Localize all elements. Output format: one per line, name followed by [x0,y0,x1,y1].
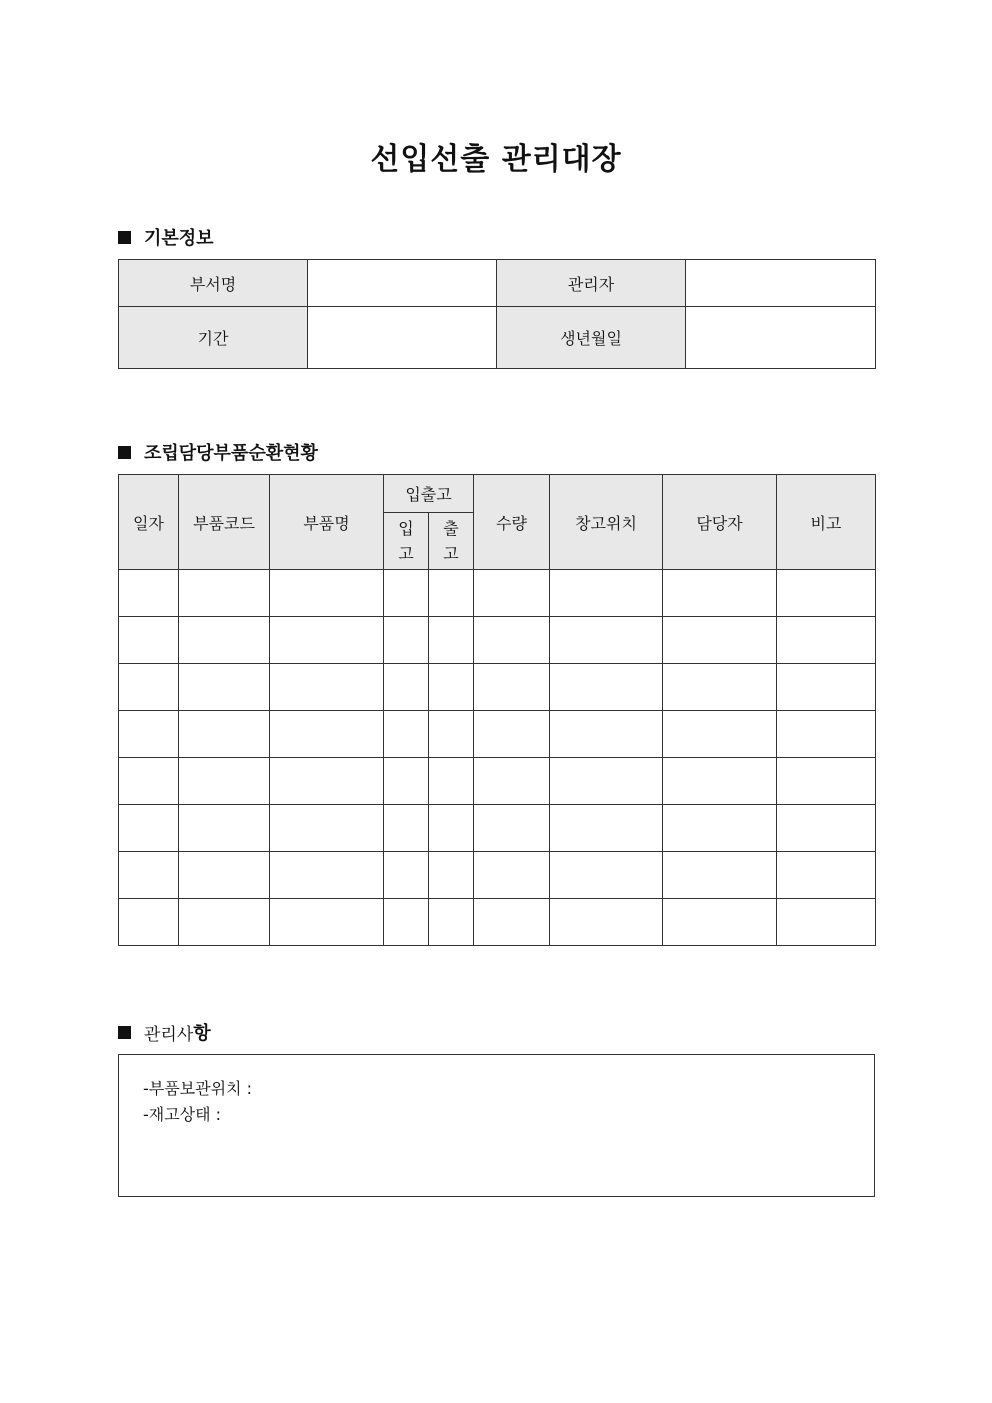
col-header-date: 일자 [119,475,179,570]
table-cell[interactable] [384,570,429,617]
table-cell[interactable] [777,617,876,664]
table-cell[interactable] [429,711,474,758]
table-cell[interactable] [663,852,777,899]
col-header-quantity: 수량 [474,475,550,570]
table-cell[interactable] [663,711,777,758]
table-cell[interactable] [550,758,663,805]
table-cell[interactable] [474,805,550,852]
table-cell[interactable] [474,711,550,758]
management-heading-text: 관리사 [144,1024,194,1045]
table-cell[interactable] [663,758,777,805]
period-field[interactable] [308,307,497,369]
table-cell[interactable] [663,805,777,852]
table-cell[interactable] [270,852,384,899]
table-cell[interactable] [270,617,384,664]
table-cell[interactable] [663,570,777,617]
table-cell[interactable] [270,758,384,805]
birthdate-field[interactable] [686,307,876,369]
table-cell[interactable] [384,617,429,664]
management-notes-box[interactable] [118,1054,875,1197]
table-cell[interactable] [119,570,179,617]
table-cell[interactable] [119,758,179,805]
table-cell[interactable] [550,805,663,852]
square-bullet-icon [118,231,131,244]
parts-status-heading-text: 조립담당부품순환현황 [144,443,318,464]
table-cell[interactable] [777,805,876,852]
table-cell[interactable] [270,805,384,852]
table-cell[interactable] [384,805,429,852]
table-cell[interactable] [384,664,429,711]
table-cell[interactable] [550,664,663,711]
table-cell[interactable] [119,899,179,946]
col-header-part-name: 부품명 [270,475,384,570]
table-cell[interactable] [429,805,474,852]
table-cell[interactable] [179,570,270,617]
basic-info-table [118,259,876,369]
storage-location-line: -부품보관위치 : [143,1079,252,1098]
document-title: 선입선출 관리대장 [370,142,622,177]
table-cell[interactable] [429,758,474,805]
table-cell[interactable] [119,664,179,711]
stock-status-line: -재고상태 : [143,1105,222,1124]
table-cell[interactable] [474,899,550,946]
table-cell[interactable] [119,617,179,664]
table-cell[interactable] [179,899,270,946]
col-header-in-out: 입출고 [384,475,474,513]
table-cell[interactable] [179,758,270,805]
table-cell[interactable] [550,852,663,899]
basic-info-heading [118,224,214,250]
table-row [119,570,876,617]
table-cell[interactable] [474,617,550,664]
table-cell[interactable] [550,570,663,617]
table-cell[interactable] [179,664,270,711]
parts-status-table [118,474,876,946]
table-cell[interactable] [429,852,474,899]
table-cell[interactable] [384,852,429,899]
parts-table-body [119,570,876,946]
table-cell[interactable] [179,617,270,664]
col-header-person: 담당자 [663,475,777,570]
table-cell[interactable] [474,852,550,899]
table-cell[interactable] [179,805,270,852]
table-row [119,758,876,805]
table-cell[interactable] [429,899,474,946]
col-header-part-code: 부품코드 [179,475,270,570]
department-field[interactable] [308,260,497,307]
parts-status-heading [118,439,318,465]
table-cell[interactable] [663,617,777,664]
management-heading [118,1019,211,1045]
table-cell[interactable] [550,711,663,758]
table-row [119,899,876,946]
table-cell[interactable] [179,711,270,758]
table-cell[interactable] [777,899,876,946]
col-header-in-top: 입 [398,519,414,538]
table-cell[interactable] [119,805,179,852]
table-cell[interactable] [384,899,429,946]
table-cell[interactable] [663,899,777,946]
table-cell[interactable] [270,570,384,617]
basic-info-heading-text: 기본정보 [144,228,214,249]
birthdate-label: 생년월일 [497,307,686,369]
table-cell[interactable] [777,711,876,758]
table-cell[interactable] [429,617,474,664]
table-row [119,617,876,664]
table-cell[interactable] [384,758,429,805]
table-cell[interactable] [777,570,876,617]
table-row [119,711,876,758]
period-label: 기간 [119,307,308,369]
department-label: 부서명 [119,260,308,307]
col-header-out-top: 출 [443,519,459,538]
col-header-remarks: 비고 [777,475,876,570]
table-cell[interactable] [119,852,179,899]
table-cell[interactable] [270,711,384,758]
table-cell[interactable] [119,711,179,758]
manager-label: 관리자 [497,260,686,307]
table-cell[interactable] [429,664,474,711]
col-header-out-bottom: 고 [443,544,459,563]
table-cell[interactable] [474,570,550,617]
table-cell[interactable] [777,664,876,711]
table-row [119,805,876,852]
square-bullet-icon [118,1026,131,1039]
table-row [119,664,876,711]
table-cell[interactable] [270,899,384,946]
table-cell[interactable] [474,758,550,805]
table-cell[interactable] [550,899,663,946]
col-header-in [384,513,429,570]
table-row [119,852,876,899]
col-header-location: 창고위치 [550,475,663,570]
square-bullet-icon [118,446,131,459]
table-cell[interactable] [474,664,550,711]
col-header-in-bottom: 고 [398,544,414,563]
table-cell[interactable] [270,664,384,711]
table-cell[interactable] [384,711,429,758]
col-header-out [429,513,474,570]
table-cell[interactable] [663,664,777,711]
management-heading-text-bold: 항 [193,1023,211,1044]
table-cell[interactable] [777,852,876,899]
table-cell[interactable] [179,852,270,899]
manager-field[interactable] [686,260,876,307]
table-cell[interactable] [777,758,876,805]
table-cell[interactable] [429,570,474,617]
table-cell[interactable] [550,617,663,664]
